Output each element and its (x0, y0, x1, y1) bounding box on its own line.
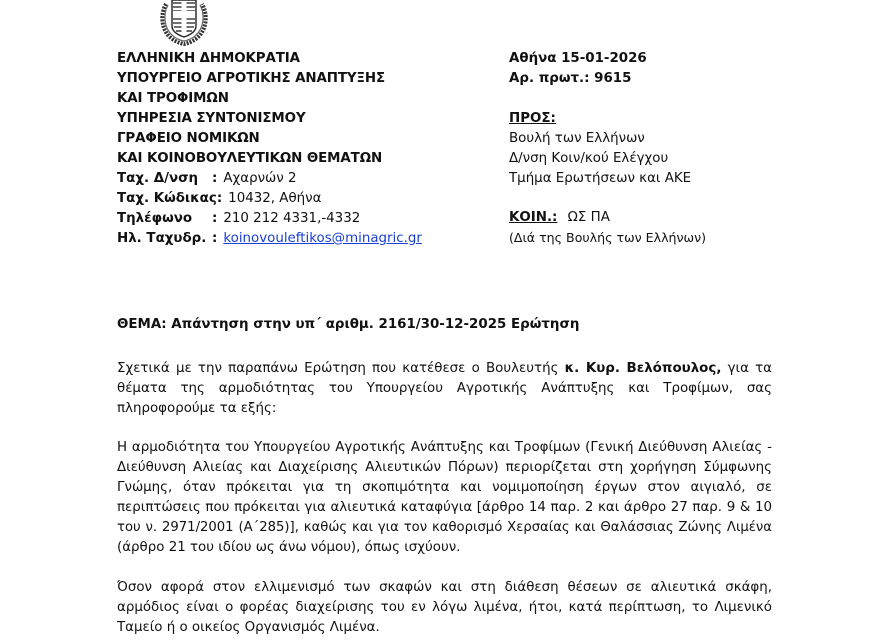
to-line-department: Τμήμα Ερωτήσεων και ΑΚΕ (509, 171, 692, 186)
to-label: ΠΡΟΣ: (509, 111, 556, 126)
phone-colon: : (212, 211, 218, 226)
protocol-number: Αρ. πρωτ.: 9615 (509, 71, 632, 86)
cc-label: ΚΟΙΝ.: (509, 210, 558, 225)
paragraph-line: Η αρμοδιότητα του Υπουργείου Αγροτικής Ανάπτυξης και Τροφίμων (Γενική Διεύθυνση Αλιείας - (117, 440, 772, 455)
paragraph-competence (117, 438, 772, 558)
postcode-row (117, 189, 422, 209)
header-line-service: ΥΠΗΡΕΣΙΑ ΣΥΝΤΟΝΙΣΜΟΥ (117, 111, 306, 126)
document-date: Αθήνα 15-01-2026 (509, 51, 647, 66)
paragraph-intro-line-2: θέματα της αρμοδιότητας του Υπουργείου Αγροτικής Ανάπτυξης και Τροφίμων, σας (117, 381, 772, 396)
mp-name: κ. Κυρ. Βελόπουλος, (564, 361, 722, 376)
header-line-ministry: ΥΠΟΥΡΓΕΙΟ ΑΓΡΟΤΙΚΗΣ ΑΝΑΠΤΥΞΗΣ (117, 71, 385, 86)
to-line-directorate: Δ/νση Κοιν/κού Ελέγχου (509, 151, 669, 166)
address-row (117, 169, 422, 189)
paragraph-line: Όσον αφορά στον ελλιμενισμό των σκαφών και στη διάθεση θέσεων σε αλιευτικά σκάφη, (117, 580, 772, 595)
address-value: Αχαρνών 2 (223, 171, 297, 186)
email-colon: : (212, 231, 218, 246)
recipient-block (509, 49, 706, 248)
header-line-republic: ΕΛΛΗΝΙΚΗ ΔΗΜΟΚΡΑΤΙΑ (117, 51, 300, 66)
address-colon: : (212, 171, 218, 186)
cc-note: (Διά της Βουλής των Ελλήνων) (509, 230, 707, 245)
header-line-ministry-cont: ΚΑΙ ΤΡΟΦΙΜΩΝ (117, 91, 229, 106)
ministry-header (117, 49, 385, 169)
phone-row (117, 209, 422, 229)
paragraph-line: περιπτώσεις που πρόκειται για αλιευτικά καταφύγια [άρθρο 14 παρ. 2 και άρθρο 27 παρ. 9 & 10 (117, 500, 772, 515)
greek-coat-of-arms-icon (157, 0, 211, 46)
phone-value: 210 212 4331,-4332 (223, 211, 361, 226)
paragraph-line: Γνώμης, όταν πρόκειται για τη σκοπιμότητα και νομιμοποίηση έργων στον αιγιαλό, σε (117, 480, 772, 495)
header-line-office-cont: ΚΑΙ ΚΟΙΝΟΒΟΥΛΕΥΤΙΚΩΝ ΘΕΜΑΤΩΝ (117, 151, 383, 166)
cc-row (509, 208, 706, 228)
address-label: Ταχ. Δ/νση (117, 171, 199, 186)
paragraph-line: του ν. 2971/2001 (Α΄285)], καθώς και για τον καθορισμό Χερσαίας και Θαλάσσιας Ζώνης Λιμένα (117, 520, 772, 535)
paragraph-intro-line-3: πληροφορούμε τα εξής: (117, 401, 277, 416)
contact-details (117, 169, 422, 249)
paragraph-line: αρμόδιος είναι ο φορέας διαχείρισης του εν λόγω λιμένα, ήτοι, κατά περίπτωση, το Λιμενικό (117, 600, 772, 615)
email-link[interactable]: koinovouleftikos@minagric.gr (223, 231, 422, 246)
intro-text: Σχετικά με την παραπάνω Ερώτηση που κατέθεσε ο Βουλευτής (117, 361, 565, 376)
subject-line: ΘΕΜΑ: Απάντηση στην υπ΄ αριθμ. 2161/30-12-2025 Ερώτηση (117, 317, 580, 332)
paragraph-intro (117, 359, 772, 419)
header-line-office: ΓΡΑΦΕΙΟ ΝΟΜΙΚΩΝ (117, 131, 260, 146)
postcode-colon: : (216, 191, 223, 206)
to-line-parliament: Βουλή των Ελλήνων (509, 131, 645, 146)
postcode-label: Ταχ. Κώδικας (117, 191, 217, 206)
paragraph-line: (άρθρο 21 του ιδίου ως άνω νόμου), όπως ισχύουν. (117, 540, 461, 555)
paragraph-mooring (117, 578, 772, 638)
paragraph-line: Διεύθυνση Αλιείας και Διαχείρισης Αλιευτικών Πόρων) περιορίζεται στη χορήγηση Σύμφωνης (117, 460, 772, 475)
intro-text-end: για τα (721, 361, 772, 376)
paragraph-line: Ταμείο ή ο οικείος Οργανισμός Λιμένα. (117, 620, 380, 635)
email-row (117, 229, 422, 249)
paragraph-intro-line-1 (117, 359, 772, 379)
phone-label: Τηλέφωνο (117, 211, 193, 226)
cut-off-header-text (617, 0, 621, 4)
cc-value: ΩΣ ΠΑ (567, 210, 610, 225)
email-label: Ηλ. Ταχυδρ. (117, 231, 207, 246)
postcode-value: 10432, Αθήνα (228, 191, 322, 206)
